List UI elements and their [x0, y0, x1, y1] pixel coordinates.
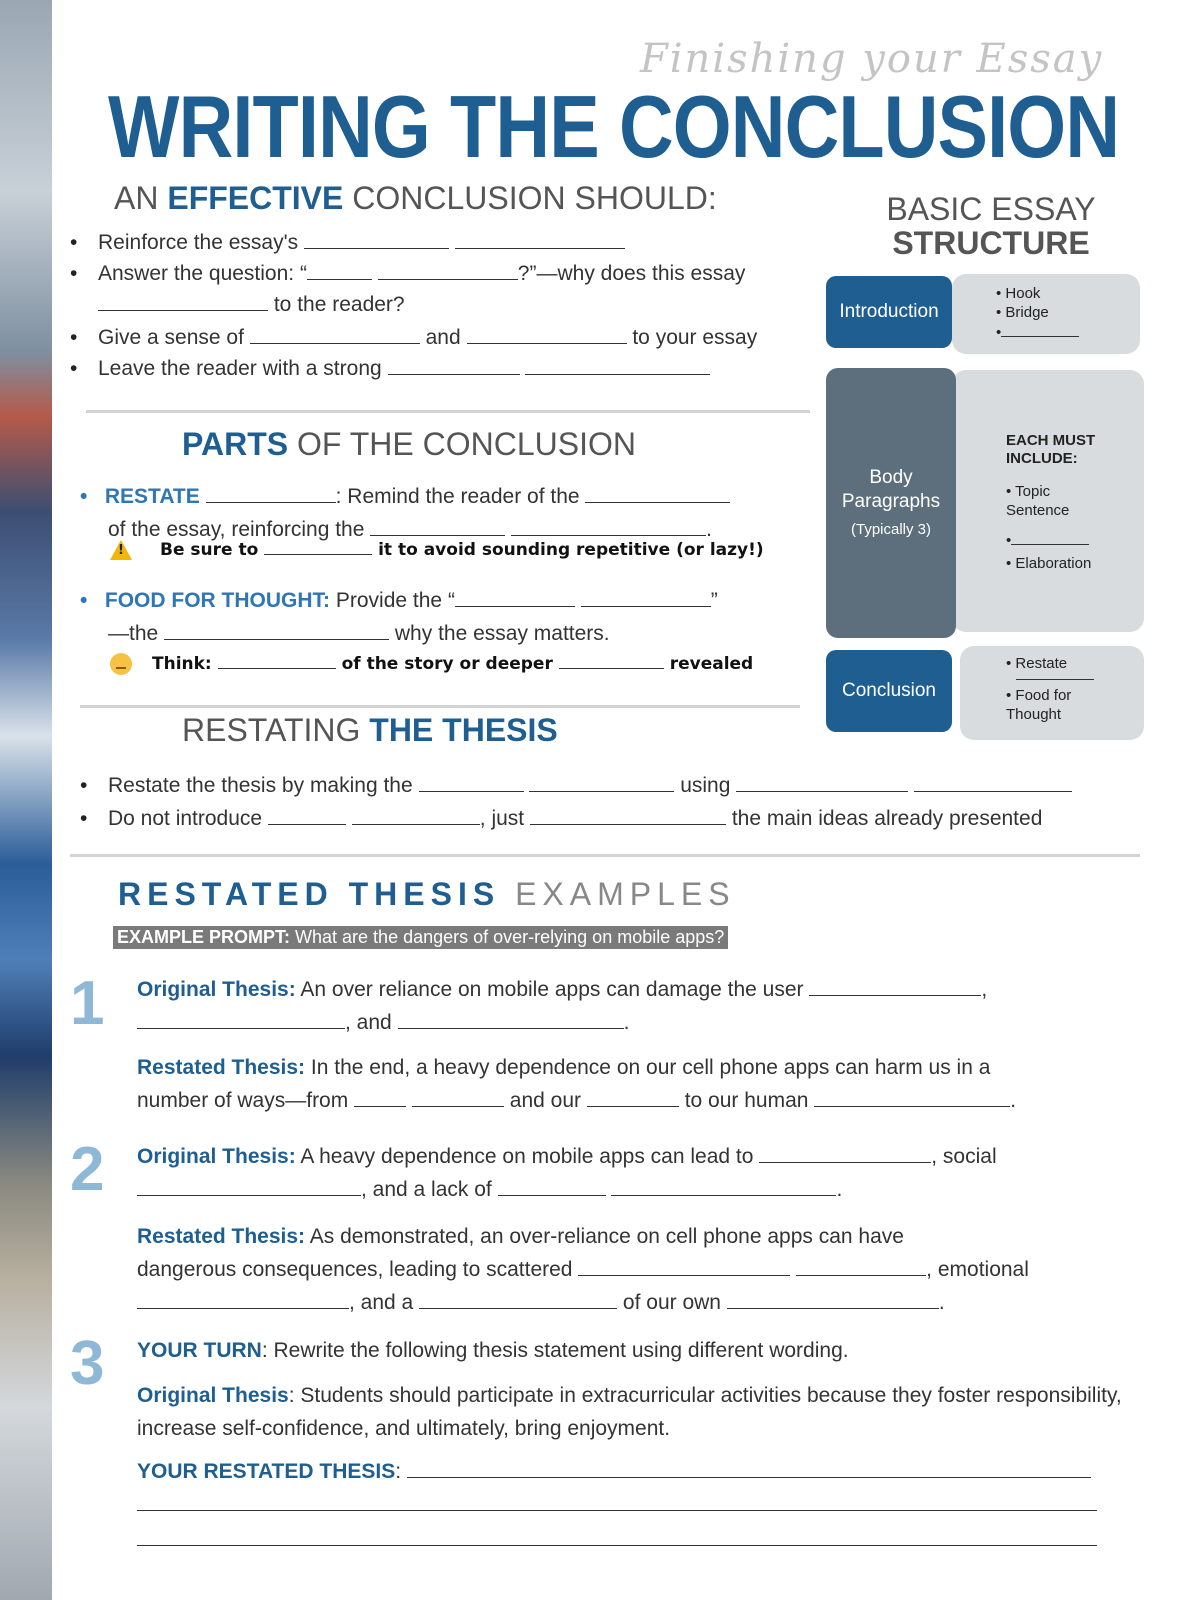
answer-line[interactable]: [137, 1510, 1097, 1511]
thesis-text: , social: [931, 1145, 997, 1168]
conclusion-details: [960, 646, 1144, 740]
fill-blank[interactable]: [467, 323, 627, 344]
thesis-text: number of ways—from: [137, 1089, 349, 1112]
original-thesis-label: Original Thesis:: [137, 978, 296, 1001]
your-turn-label: YOUR TURN: [137, 1339, 262, 1362]
fill-blank[interactable]: [796, 1255, 926, 1276]
detail-item: •: [996, 322, 1140, 342]
detail-item: • Food for Thought: [1006, 687, 1072, 723]
intro-details: [952, 274, 1140, 354]
instruction-text: : Rewrite the following thesis statement using different wording.: [261, 1339, 849, 1362]
prompt-label: EXAMPLE PROMPT:: [117, 927, 291, 947]
item-text: Reinforce the essay's: [98, 231, 299, 254]
restate-label: RESTATE: [104, 485, 200, 508]
thesis-text: , and a: [349, 1291, 414, 1314]
note-text: Be sure to: [160, 540, 259, 560]
fill-blank[interactable]: [529, 771, 674, 792]
example-1: Original Thesis: An over reliance on mobile apps can damage the user , , and . Restated Thesis: In the end, a heavy dependence on our cell phone apps can harm us in a number of ways—from and our to our human .: [137, 973, 1137, 1117]
list-item: [70, 227, 810, 258]
list-item: [70, 322, 810, 353]
item-text: to your essay: [632, 326, 758, 349]
bullet: •: [80, 589, 88, 612]
fill-blank[interactable]: [419, 1288, 617, 1309]
fill-blank[interactable]: [352, 804, 480, 825]
fill-blank[interactable]: [250, 323, 420, 344]
heading-bold: RESTATED THESIS: [118, 876, 501, 912]
example-number: 2: [70, 1135, 105, 1204]
parts-heading: [182, 426, 636, 463]
divider: [70, 854, 1140, 857]
fill-blank[interactable]: [578, 1255, 790, 1276]
fill-blank[interactable]: [727, 1288, 939, 1309]
fill-blank[interactable]: [587, 1086, 679, 1107]
heading-bold: THE THESIS: [369, 712, 558, 748]
item-text: Restate the thesis by making the: [108, 774, 413, 797]
fill-blank[interactable]: [585, 482, 730, 503]
body-details: [952, 370, 1144, 632]
heading-part: RESTATING: [182, 712, 361, 748]
fill-blank[interactable]: [455, 228, 625, 249]
structure-title: BASIC ESSAY: [886, 191, 1096, 227]
fill-blank[interactable]: [914, 771, 1072, 792]
must-include-label: EACH MUST INCLUDE:: [1006, 432, 1096, 467]
warning-note: [110, 538, 764, 560]
thesis-text: to our human: [684, 1089, 809, 1112]
body-paragraphs-box: [826, 368, 956, 638]
thesis-text: : Students should participate in extracurricular activities because they foster responsibility, increase self-confidence, and ultimately, bring enjoyment.: [137, 1384, 1122, 1440]
fill-blank[interactable]: [511, 515, 706, 536]
thesis-text: A heavy dependence on mobile apps can lead to: [300, 1145, 754, 1168]
item-text: of the essay, reinforcing the: [108, 518, 365, 541]
answer-line[interactable]: [407, 1457, 1091, 1478]
example-2: Original Thesis: A heavy dependence on mobile apps can lead to , social , and a lack of . Restated Thesis: As demonstrated, an over-reliance on cell phone apps can have dangerous consequences, leading to scattered , emotional , and a of our own .: [137, 1140, 1137, 1319]
thesis-text: In the end, a heavy dependence on our cell phone apps can harm us in a: [310, 1056, 991, 1079]
fill-blank[interactable]: [611, 1175, 836, 1196]
item-text: ”: [710, 589, 718, 612]
introduction-box: Introduction: [826, 276, 952, 348]
original-thesis-label: Original Thesis:: [137, 1145, 296, 1168]
original-thesis-label: Original Thesis: [137, 1384, 289, 1407]
box-label: Body: [869, 467, 913, 488]
thesis-text: , and a lack of: [361, 1178, 492, 1201]
box-sublabel: (Typically 3): [850, 521, 932, 538]
box-label: Paragraphs: [841, 491, 941, 512]
example-3: YOUR TURN: Rewrite the following thesis statement using different wording. Original Thesis: Students should participate in extracurricular activities because they foster responsibility, increase self-confidence, and ultimately, bring enjoyment. YOUR RESTATED THESIS:: [137, 1339, 1122, 1483]
fill-blank[interactable]: [218, 652, 336, 669]
detail-item: •: [1006, 530, 1144, 550]
fill-blank[interactable]: [370, 515, 505, 536]
page-title: WRITING THE CONCLUSION: [108, 77, 1120, 176]
fill-blank[interactable]: [206, 482, 336, 503]
restating-heading: [182, 712, 558, 749]
fill-blank[interactable]: [388, 354, 520, 375]
warning-icon: [110, 540, 132, 560]
item-text: why the essay matters.: [394, 622, 610, 645]
restate-block: • RESTATE : Remind the reader of the of the essay, reinforcing the .: [80, 480, 810, 546]
item-text: ?”—why does this essay: [517, 262, 746, 285]
food-label: FOOD FOR THOUGHT:: [104, 589, 331, 612]
item-text: to the reader?: [273, 293, 405, 316]
fill-blank[interactable]: [1011, 530, 1089, 545]
example-prompt: [113, 926, 728, 949]
fill-blank[interactable]: [809, 975, 981, 996]
restated-thesis-label: Restated Thesis:: [137, 1056, 306, 1079]
fill-blank[interactable]: [419, 771, 524, 792]
thesis-text: , emotional: [926, 1258, 1029, 1281]
think-note: [110, 652, 753, 675]
fill-blank[interactable]: [164, 619, 389, 640]
prompt-text: What are the dangers of over-relying on mobile apps?: [295, 927, 725, 947]
thinking-face-icon: [110, 653, 132, 675]
structure-heading: [846, 192, 1136, 260]
thesis-text: An over reliance on mobile apps can damage the user: [300, 978, 804, 1001]
fill-blank[interactable]: [137, 1008, 345, 1029]
effective-list: [70, 227, 810, 384]
heading-part: OF THE CONCLUSION: [296, 426, 636, 462]
fill-blank[interactable]: [1016, 673, 1094, 680]
fill-blank[interactable]: [307, 259, 372, 280]
fill-blank[interactable]: [304, 228, 449, 249]
fill-blank[interactable]: [398, 1008, 624, 1029]
item-text: and: [425, 326, 461, 349]
fill-blank[interactable]: [736, 771, 908, 792]
fill-blank[interactable]: [354, 1086, 406, 1107]
note-text: of the story or deeper: [341, 654, 553, 674]
fill-blank[interactable]: [378, 259, 518, 280]
detail-item: • Bridge: [996, 304, 1049, 321]
fill-blank[interactable]: [455, 586, 575, 607]
item-text: using: [680, 774, 731, 797]
item-text: the main ideas already presented: [731, 807, 1043, 830]
answer-line[interactable]: [137, 1545, 1097, 1546]
heading-part: AN: [114, 180, 159, 216]
fill-blank[interactable]: [98, 290, 268, 311]
conclusion-box: Conclusion: [826, 650, 952, 732]
item-text: Answer the question: “: [98, 262, 307, 285]
fill-blank[interactable]: [137, 1175, 361, 1196]
fill-blank[interactable]: [581, 586, 711, 607]
note-text: Think:: [152, 654, 212, 674]
item-text: Provide the “: [335, 589, 455, 612]
heading-bold: PARTS: [182, 426, 289, 462]
fill-blank[interactable]: [525, 354, 710, 375]
item-text: Give a sense of: [98, 326, 244, 349]
detail-item: • Topic Sentence: [1006, 483, 1070, 519]
thesis-text: and our: [509, 1089, 581, 1112]
heading-part: EXAMPLES: [515, 876, 736, 912]
effective-heading: [114, 180, 717, 217]
bullet: •: [80, 485, 88, 508]
divider: [86, 410, 810, 413]
structure-title-bold: STRUCTURE: [892, 225, 1090, 261]
item-text: —the: [108, 622, 159, 645]
food-block: [80, 584, 810, 650]
item-text: : Remind the reader of the: [335, 485, 580, 508]
fill-blank[interactable]: [559, 652, 664, 669]
fill-blank[interactable]: [759, 1142, 931, 1163]
decorative-side-image: [0, 0, 52, 1600]
note-text: it to avoid sounding repetitive (or lazy!): [378, 540, 764, 560]
thesis-text: As demonstrated, an over-reliance on cell phone apps can have: [309, 1225, 904, 1248]
fill-blank[interactable]: [498, 1175, 606, 1196]
fill-blank[interactable]: [1001, 322, 1079, 337]
list-item: [70, 258, 810, 320]
fill-blank[interactable]: [137, 1288, 349, 1309]
heading-part: CONCLUSION SHOULD:: [352, 180, 717, 216]
detail-item: • Restate: [1006, 655, 1068, 672]
thesis-text: dangerous consequences, leading to scattered: [137, 1258, 573, 1281]
example-number: 1: [70, 969, 105, 1038]
thesis-text: , and: [345, 1011, 392, 1034]
fill-blank[interactable]: [814, 1086, 1010, 1107]
example-number: 3: [70, 1329, 105, 1398]
restating-list: [80, 769, 1140, 835]
restated-thesis-label: Restated Thesis:: [137, 1225, 306, 1248]
script-title: Finishing your Essay: [640, 36, 1104, 82]
detail-item: • Hook: [996, 285, 1041, 302]
examples-heading: [118, 876, 736, 913]
note-text: revealed: [669, 654, 754, 674]
fill-blank[interactable]: [412, 1086, 504, 1107]
item-text: , just: [479, 807, 525, 830]
thesis-text: of our own: [622, 1291, 721, 1314]
heading-bold: EFFECTIVE: [167, 180, 344, 216]
item-text: Leave the reader with a strong: [98, 357, 382, 380]
fill-blank[interactable]: [264, 538, 372, 555]
list-item: [80, 802, 1140, 835]
list-item: [80, 769, 1140, 802]
fill-blank[interactable]: [268, 804, 346, 825]
list-item: [70, 353, 810, 384]
your-restated-thesis-label: YOUR RESTATED THESIS: [137, 1460, 396, 1483]
item-text: Do not introduce: [108, 807, 263, 830]
detail-item: • Elaboration: [1006, 555, 1092, 572]
divider: [80, 705, 800, 708]
fill-blank[interactable]: [530, 804, 726, 825]
